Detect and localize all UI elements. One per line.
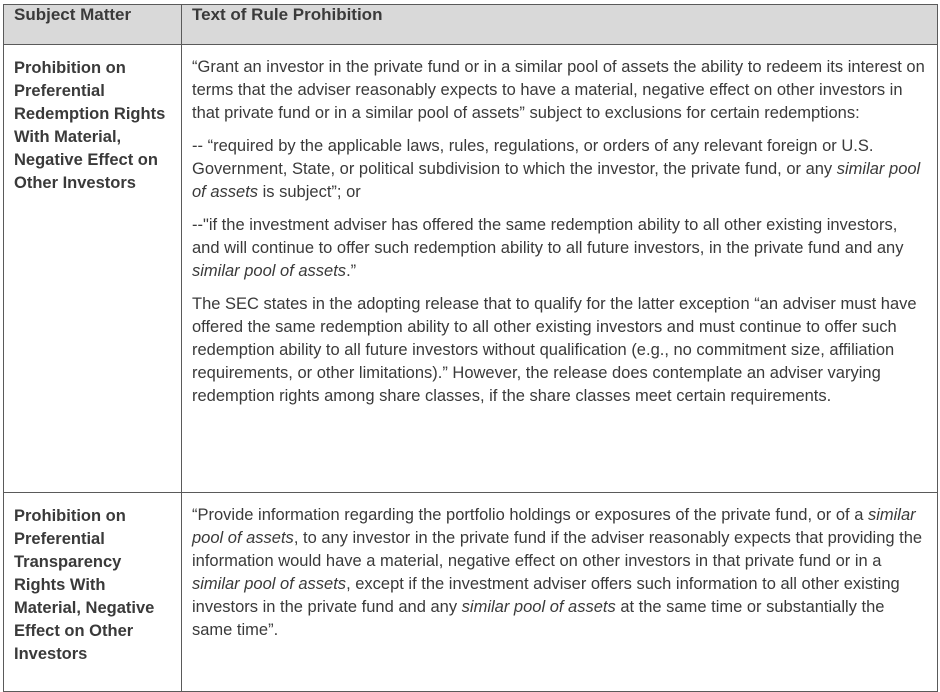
rule-text-italic: similar pool of assets bbox=[192, 160, 921, 201]
table-header-row bbox=[4, 5, 938, 45]
rule-text: --"if the investment adviser has offered the same redemption ability to all other existing investors, and will continue to offer such redemption ability to all future investors, in the private fund and any bbox=[192, 216, 904, 257]
rule-paragraph: “Grant an investor in the private fund or in a similar pool of assets the ability to redeem its interest on terms that the adviser reasonably expects to have a material, negative effect on other investors in that private fund or in a similar pool of assets” subject to exclusions for certain redemptions: bbox=[192, 58, 925, 122]
rule-paragraph: The SEC states in the adopting release that to qualify for the latter exception “an adviser must have offered the same redemption ability to all other existing investors and must continue to offer such redemption ability to all future investors without qualification (e.g., no commitment size, affiliation requirements, or other limitations).” However, the release does contemplate an adviser varying redemption rights among share classes, if the share classes meet certain requirements. bbox=[192, 295, 917, 405]
rule-text-italic: similar pool of assets bbox=[192, 575, 347, 593]
rule-text: -- “required by the applicable laws, rules, regulations, or orders of any relevant foreign or U.S. Government, State, or political subdivision to which the investor, the private fund, or any bbox=[192, 137, 874, 178]
rule-text-cell bbox=[182, 45, 938, 493]
rule-prohibition-table bbox=[3, 4, 938, 692]
rule-text: .” bbox=[346, 262, 357, 280]
rule-paragraph bbox=[192, 214, 929, 283]
rule-text: at the same time or substantially the same time”. bbox=[192, 598, 885, 639]
rule-text-italic: similar pool of assets bbox=[461, 598, 616, 616]
rule-paragraph bbox=[192, 135, 929, 204]
rule-paragraph bbox=[192, 504, 929, 642]
header-text-of-rule: Text of Rule Prohibition bbox=[182, 5, 938, 45]
table-row bbox=[4, 493, 938, 692]
rule-text-italic: similar pool of assets bbox=[192, 506, 916, 547]
rule-text: , to any investor in the private fund if the adviser reasonably expects that providing the information would have a material, negative effect on other investors in that private fund or in a bbox=[192, 529, 923, 570]
header-subject-matter: Subject Matter bbox=[4, 5, 182, 45]
rule-text: is subject”; or bbox=[258, 183, 361, 201]
subject-cell: Prohibition on Preferential Transparency Rights With Material, Negative Effect on Other Investors bbox=[4, 493, 182, 692]
rule-text: “Provide information regarding the portfolio holdings or exposures of the private fund, or of a bbox=[192, 506, 868, 524]
rule-text-italic: similar pool of assets bbox=[192, 262, 347, 280]
subject-cell: Prohibition on Preferential Redemption Rights With Material, Negative Effect on Other Investors bbox=[4, 45, 182, 493]
rule-text-cell bbox=[182, 493, 938, 692]
rule-text: , except if the investment adviser offers such information to all other existing investors in the private fund and any bbox=[192, 575, 900, 616]
table-row bbox=[4, 45, 938, 493]
